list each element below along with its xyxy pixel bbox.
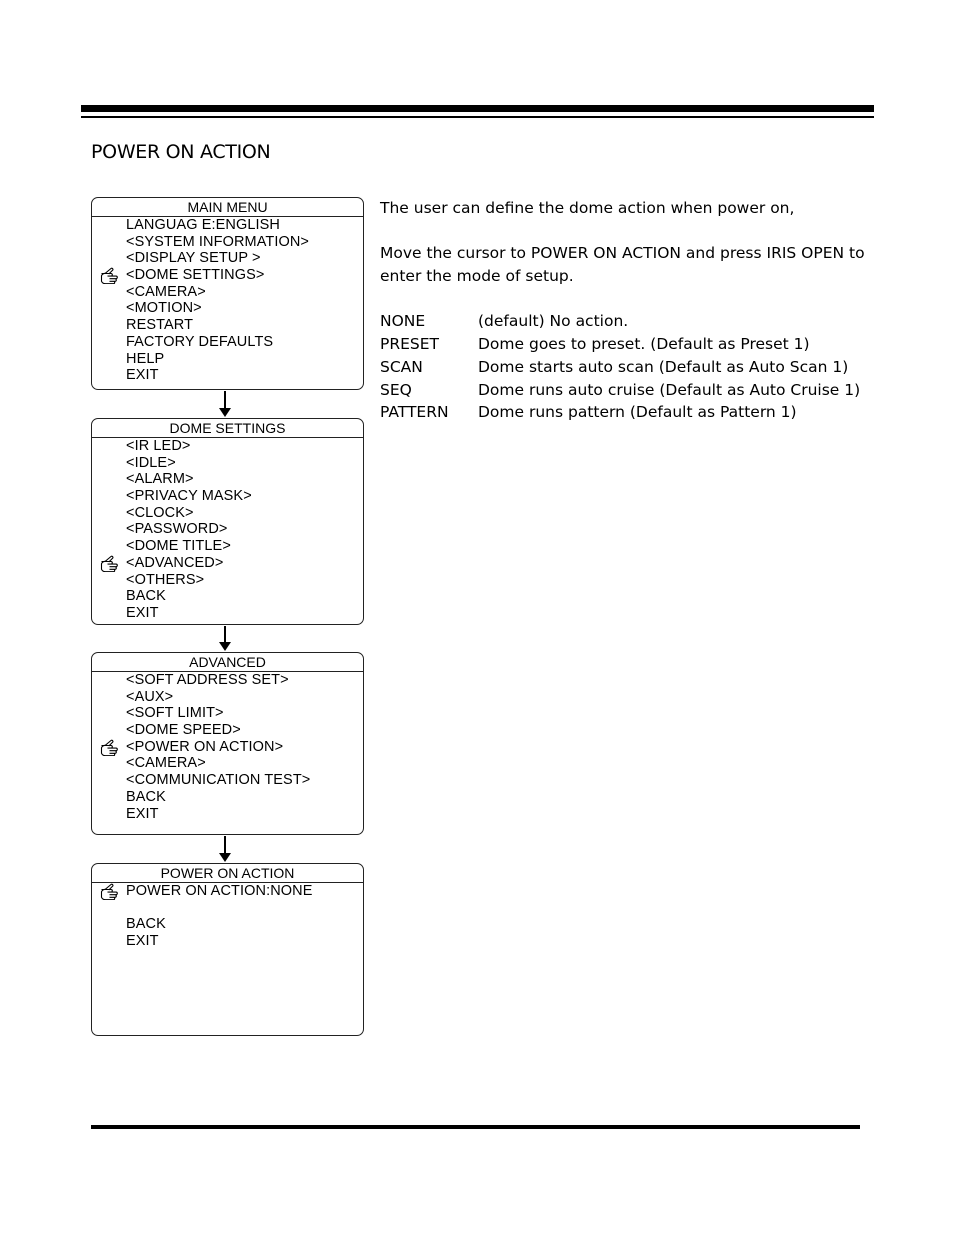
description: [380, 197, 875, 424]
pointing-hand-icon: [100, 555, 122, 572]
menu-item[interactable]: [126, 739, 363, 756]
dome-settings-menu: [91, 418, 364, 625]
menu-item-label: <IR LED>: [126, 438, 191, 454]
menu-item[interactable]: [126, 605, 363, 622]
main-menu: [91, 197, 364, 390]
menu-item[interactable]: [126, 488, 363, 505]
menu-item-label: BACK: [126, 788, 166, 805]
menu-item[interactable]: [126, 351, 363, 368]
menu-item[interactable]: [126, 521, 363, 538]
menu-item-label: EXIT: [126, 367, 159, 384]
option-key: PRESET: [380, 335, 440, 354]
menu-item-label: EXIT: [126, 805, 159, 822]
menu-item[interactable]: [126, 789, 363, 806]
menu-item[interactable]: [126, 572, 363, 589]
menu-item-label: <IDLE>: [126, 454, 176, 471]
menu-item-label: <MOTION>: [126, 300, 202, 317]
menu-item-label: EXIT: [126, 933, 159, 950]
option-row: [380, 401, 875, 424]
menu-item-label: <CAMERA>: [126, 755, 206, 772]
menu-item: [126, 900, 363, 917]
menu-item-label: <PRIVACY MASK>: [126, 488, 252, 505]
menu-title: POWER ON ACTION: [92, 864, 363, 883]
header-rule-thick: [81, 105, 874, 112]
option-value: Dome starts auto scan (Default as Auto Scan 1): [478, 357, 849, 376]
menu-item-label: <CLOCK>: [126, 504, 194, 521]
menu-item[interactable]: [126, 806, 363, 823]
menu-item-label: POWER ON ACTION:NONE: [126, 883, 313, 899]
option-value: Dome goes to preset. (Default as Preset 1): [478, 335, 810, 354]
menu-item-label: LANGUAG E:ENGLISH: [126, 217, 280, 233]
menu-item-label: <AUX>: [126, 688, 174, 705]
menu-item[interactable]: [126, 250, 363, 267]
menu-item[interactable]: [126, 505, 363, 522]
arrow-down-icon: [219, 391, 231, 417]
menu-item-label: BACK: [126, 588, 166, 605]
description-instruction: Move the cursor to POWER ON ACTION and press IRIS OPEN to enter the mode of setup.: [380, 244, 865, 286]
option-key: NONE: [380, 312, 426, 331]
menu-item-label: <SOFT ADDRESS SET>: [126, 672, 289, 688]
menu-item-label: <DOME TITLE>: [126, 538, 231, 555]
menu-item[interactable]: [126, 672, 363, 689]
pointing-hand-icon: [100, 883, 122, 900]
option-key: PATTERN: [380, 403, 449, 422]
pointing-hand-icon: [100, 267, 122, 284]
menu-item[interactable]: [126, 317, 363, 334]
menu-item[interactable]: [126, 689, 363, 706]
menu-item-list: [92, 438, 363, 622]
menu-item[interactable]: [126, 438, 363, 455]
menu-item[interactable]: [126, 933, 363, 950]
options-table: [380, 310, 875, 424]
option-row: [380, 333, 875, 356]
power-on-action-menu: [91, 863, 364, 1036]
menu-title: DOME SETTINGS: [92, 419, 363, 438]
menu-item-label: <DISPLAY SETUP >: [126, 250, 261, 267]
pointing-hand-icon: [100, 739, 122, 756]
menu-item[interactable]: [126, 367, 363, 384]
menu-item-label: FACTORY DEFAULTS: [126, 333, 274, 350]
menu-item-label: <DOME SPEED>: [126, 722, 241, 739]
menu-item-label: <ADVANCED>: [126, 554, 224, 571]
menu-title: ADVANCED: [92, 653, 363, 672]
menu-item-label: EXIT: [126, 604, 159, 621]
advanced-menu: [91, 652, 364, 835]
menu-item-list: [92, 672, 363, 822]
option-row: [380, 310, 875, 333]
menu-item-label: <DOME SETTINGS>: [126, 267, 265, 284]
footer-rule: [91, 1125, 860, 1129]
menu-item[interactable]: [126, 588, 363, 605]
menu-title: MAIN MENU: [92, 198, 363, 217]
section-title: POWER ON ACTION: [91, 141, 271, 163]
menu-item-label: <SOFT LIMIT>: [126, 705, 224, 722]
menu-item[interactable]: [126, 267, 363, 284]
menu-item[interactable]: [126, 916, 363, 933]
header-rule-thin: [81, 116, 874, 118]
menu-item-label: <COMMUNICATION TEST>: [126, 772, 311, 789]
menu-item-label: HELP: [126, 350, 165, 367]
menu-item[interactable]: [126, 284, 363, 301]
description-intro: The user can define the dome action when power on,: [380, 199, 795, 217]
option-value: (default) No action.: [478, 312, 629, 331]
menu-item-label: <ALARM>: [126, 471, 194, 488]
menu-item[interactable]: [126, 300, 363, 317]
option-value: Dome runs pattern (Default as Pattern 1): [478, 403, 797, 422]
option-row: [380, 356, 875, 379]
option-key: SEQ: [380, 380, 412, 399]
menu-item-label: <OTHERS>: [126, 571, 205, 588]
menu-item[interactable]: [126, 471, 363, 488]
option-key: SCAN: [380, 357, 423, 376]
option-value: Dome runs auto cruise (Default as Auto Cruise 1): [478, 380, 861, 399]
menu-item-list: [92, 217, 363, 384]
menu-item[interactable]: [126, 234, 363, 251]
option-row: [380, 379, 875, 402]
menu-item-label: <CAMERA>: [126, 283, 206, 300]
menu-item[interactable]: [126, 217, 363, 234]
menu-item-list: [92, 883, 363, 950]
menu-item[interactable]: [126, 705, 363, 722]
menu-item[interactable]: [126, 538, 363, 555]
menu-item-label: BACK: [126, 916, 166, 933]
menu-item-label: <POWER ON ACTION>: [126, 738, 284, 755]
arrow-down-icon: [219, 836, 231, 862]
menu-item[interactable]: [126, 883, 363, 900]
menu-item-label: <PASSWORD>: [126, 521, 228, 538]
menu-item[interactable]: [126, 555, 363, 572]
arrow-down-icon: [219, 626, 231, 651]
menu-item[interactable]: [126, 755, 363, 772]
menu-item[interactable]: [126, 455, 363, 472]
menu-item-label: RESTART: [126, 317, 194, 334]
menu-item-label: <SYSTEM INFORMATION>: [126, 233, 310, 250]
menu-item[interactable]: [126, 722, 363, 739]
menu-item[interactable]: [126, 772, 363, 789]
menu-item[interactable]: [126, 334, 363, 351]
